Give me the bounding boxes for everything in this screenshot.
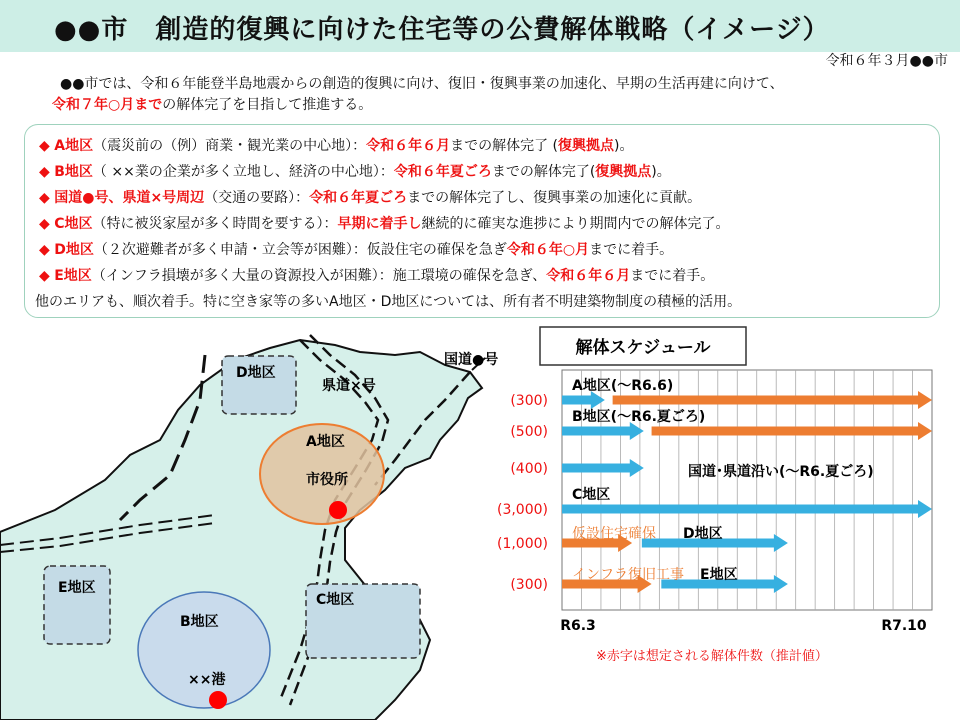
row-count: (500) — [510, 424, 548, 440]
strategy-deadline: 令和６年６月 — [546, 268, 631, 284]
diamond-icon: ◆ — [39, 138, 50, 154]
row-label: インフラ復旧工事 — [572, 567, 684, 583]
strategy-desc: （ ××業の企業が多く立地し、経済の中心地）： — [92, 164, 394, 180]
strategy-tag: 復興拠点 — [595, 164, 652, 180]
strategy-area: D地区 — [54, 242, 94, 258]
area-c-label: C地区 — [316, 592, 355, 608]
prefectural-road-label: 県道×号 — [322, 378, 376, 394]
strategy-desc: （インフラ損壊が多く大量の資源投入が困難）：施工環境の確保を急ぎ、 — [91, 268, 547, 284]
intro-deadline: 令和７年○月まで — [52, 97, 163, 113]
row-label: B地区(～R6.夏ごろ) — [572, 409, 706, 425]
strategy-deadline: 令和６年○月 — [506, 242, 590, 258]
area-e-label: E地区 — [58, 580, 96, 596]
page-title: ●●市 創造的復興に向けた住宅等の公費解体戦略（イメージ） — [54, 15, 830, 45]
strategy-end: )。 — [651, 164, 671, 180]
row-count: (1,000) — [496, 536, 548, 552]
chart-title: 解体スケジュール — [575, 338, 711, 358]
area-map — [0, 335, 498, 720]
strategy-rest: までに着手。 — [589, 242, 674, 258]
row-label-secondary: E地区 — [700, 567, 738, 583]
strategy-area: A地区 — [54, 138, 94, 154]
city-hall-label: 市役所 — [306, 472, 348, 488]
intro-line-1: ●●市では、令和６年能登半島地震からの創造的復興に向け、復旧・復興事業の加速化、早期の生活再建に向けて、 — [60, 76, 784, 92]
row-count: (3,000) — [496, 502, 548, 518]
diamond-icon: ◆ — [39, 190, 50, 206]
diamond-icon: ◆ — [39, 164, 50, 180]
row-count: (400) — [510, 461, 548, 477]
strategy-rest: までに着手。 — [630, 268, 715, 284]
x-axis-start: R6.3 — [560, 618, 596, 634]
diamond-icon: ◆ — [39, 242, 50, 258]
strategy-end: )。 — [614, 138, 634, 154]
area-d-label: D地区 — [236, 365, 276, 381]
area-a-label: A地区 — [306, 434, 345, 450]
strategy-area: E地区 — [54, 268, 92, 284]
strategy-deadline: 令和６年夏ごろ — [393, 164, 492, 180]
date-label: 令和６年３月●●市 — [825, 53, 948, 69]
strategy-footer: 他のエリアも、順次着手。特に空き家等の多いA地区・D地区については、所有者不明建築物制度の積極的活用。 — [35, 294, 742, 310]
strategy-area: C地区 — [54, 216, 93, 232]
strategy-rest: までの解体完了し、復興事業の加速化に貢献。 — [407, 190, 702, 206]
diamond-icon: ◆ — [39, 268, 50, 284]
city-hall-marker — [329, 501, 347, 519]
strategy-area: B地区 — [54, 164, 93, 180]
strategy-deadline: 令和６年６月 — [366, 138, 451, 154]
row-label: 国道･県道沿い(～R6.夏ごろ) — [688, 464, 874, 480]
port-label: ××港 — [188, 672, 226, 688]
diamond-icon: ◆ — [39, 216, 50, 232]
strategy-deadline: 令和６年夏ごろ — [309, 190, 408, 206]
national-road-label: 国道●号 — [444, 352, 499, 368]
strategy-desc: （２次避難者が多く申請・立会等が困難）：仮設住宅の確保を急ぎ — [93, 242, 507, 258]
x-axis-end: R7.10 — [881, 618, 927, 634]
strategy-deadline: 早期に着手し — [337, 216, 422, 232]
intro-line-2-rest: の解体完了を目指して推進する。 — [162, 97, 373, 113]
strategy-desc: （特に被災家屋が多く時間を要する）： — [92, 216, 338, 232]
strategy-desc: （交通の要路）： — [204, 190, 310, 206]
strategy-desc: （震災前の（例）商業・観光業の中心地）： — [93, 138, 367, 154]
strategy-tag: 復興拠点 — [558, 138, 614, 154]
strategy-rest: 継続的に確実な進捗により期間内での解体完了。 — [421, 216, 730, 232]
strategy-rest: までの解体完了 ( — [450, 138, 558, 154]
row-count: (300) — [510, 393, 548, 409]
port-marker — [209, 691, 227, 709]
row-label: A地区(～R6.6) — [572, 378, 674, 394]
row-label: C地区 — [572, 487, 611, 503]
row-count: (300) — [510, 577, 548, 593]
strategy-area: 国道●号、県道×号周辺 — [54, 190, 205, 206]
area-b-circle — [138, 592, 270, 708]
row-label-secondary: D地区 — [683, 526, 723, 542]
schedule-chart — [497, 327, 932, 664]
row-label: 仮設住宅確保 — [572, 526, 656, 542]
area-b-label: B地区 — [180, 614, 219, 630]
area-e-box — [44, 566, 110, 644]
strategy-rest: までの解体完了( — [491, 164, 596, 180]
chart-note: ※赤字は想定される解体件数（推計値） — [596, 649, 828, 664]
